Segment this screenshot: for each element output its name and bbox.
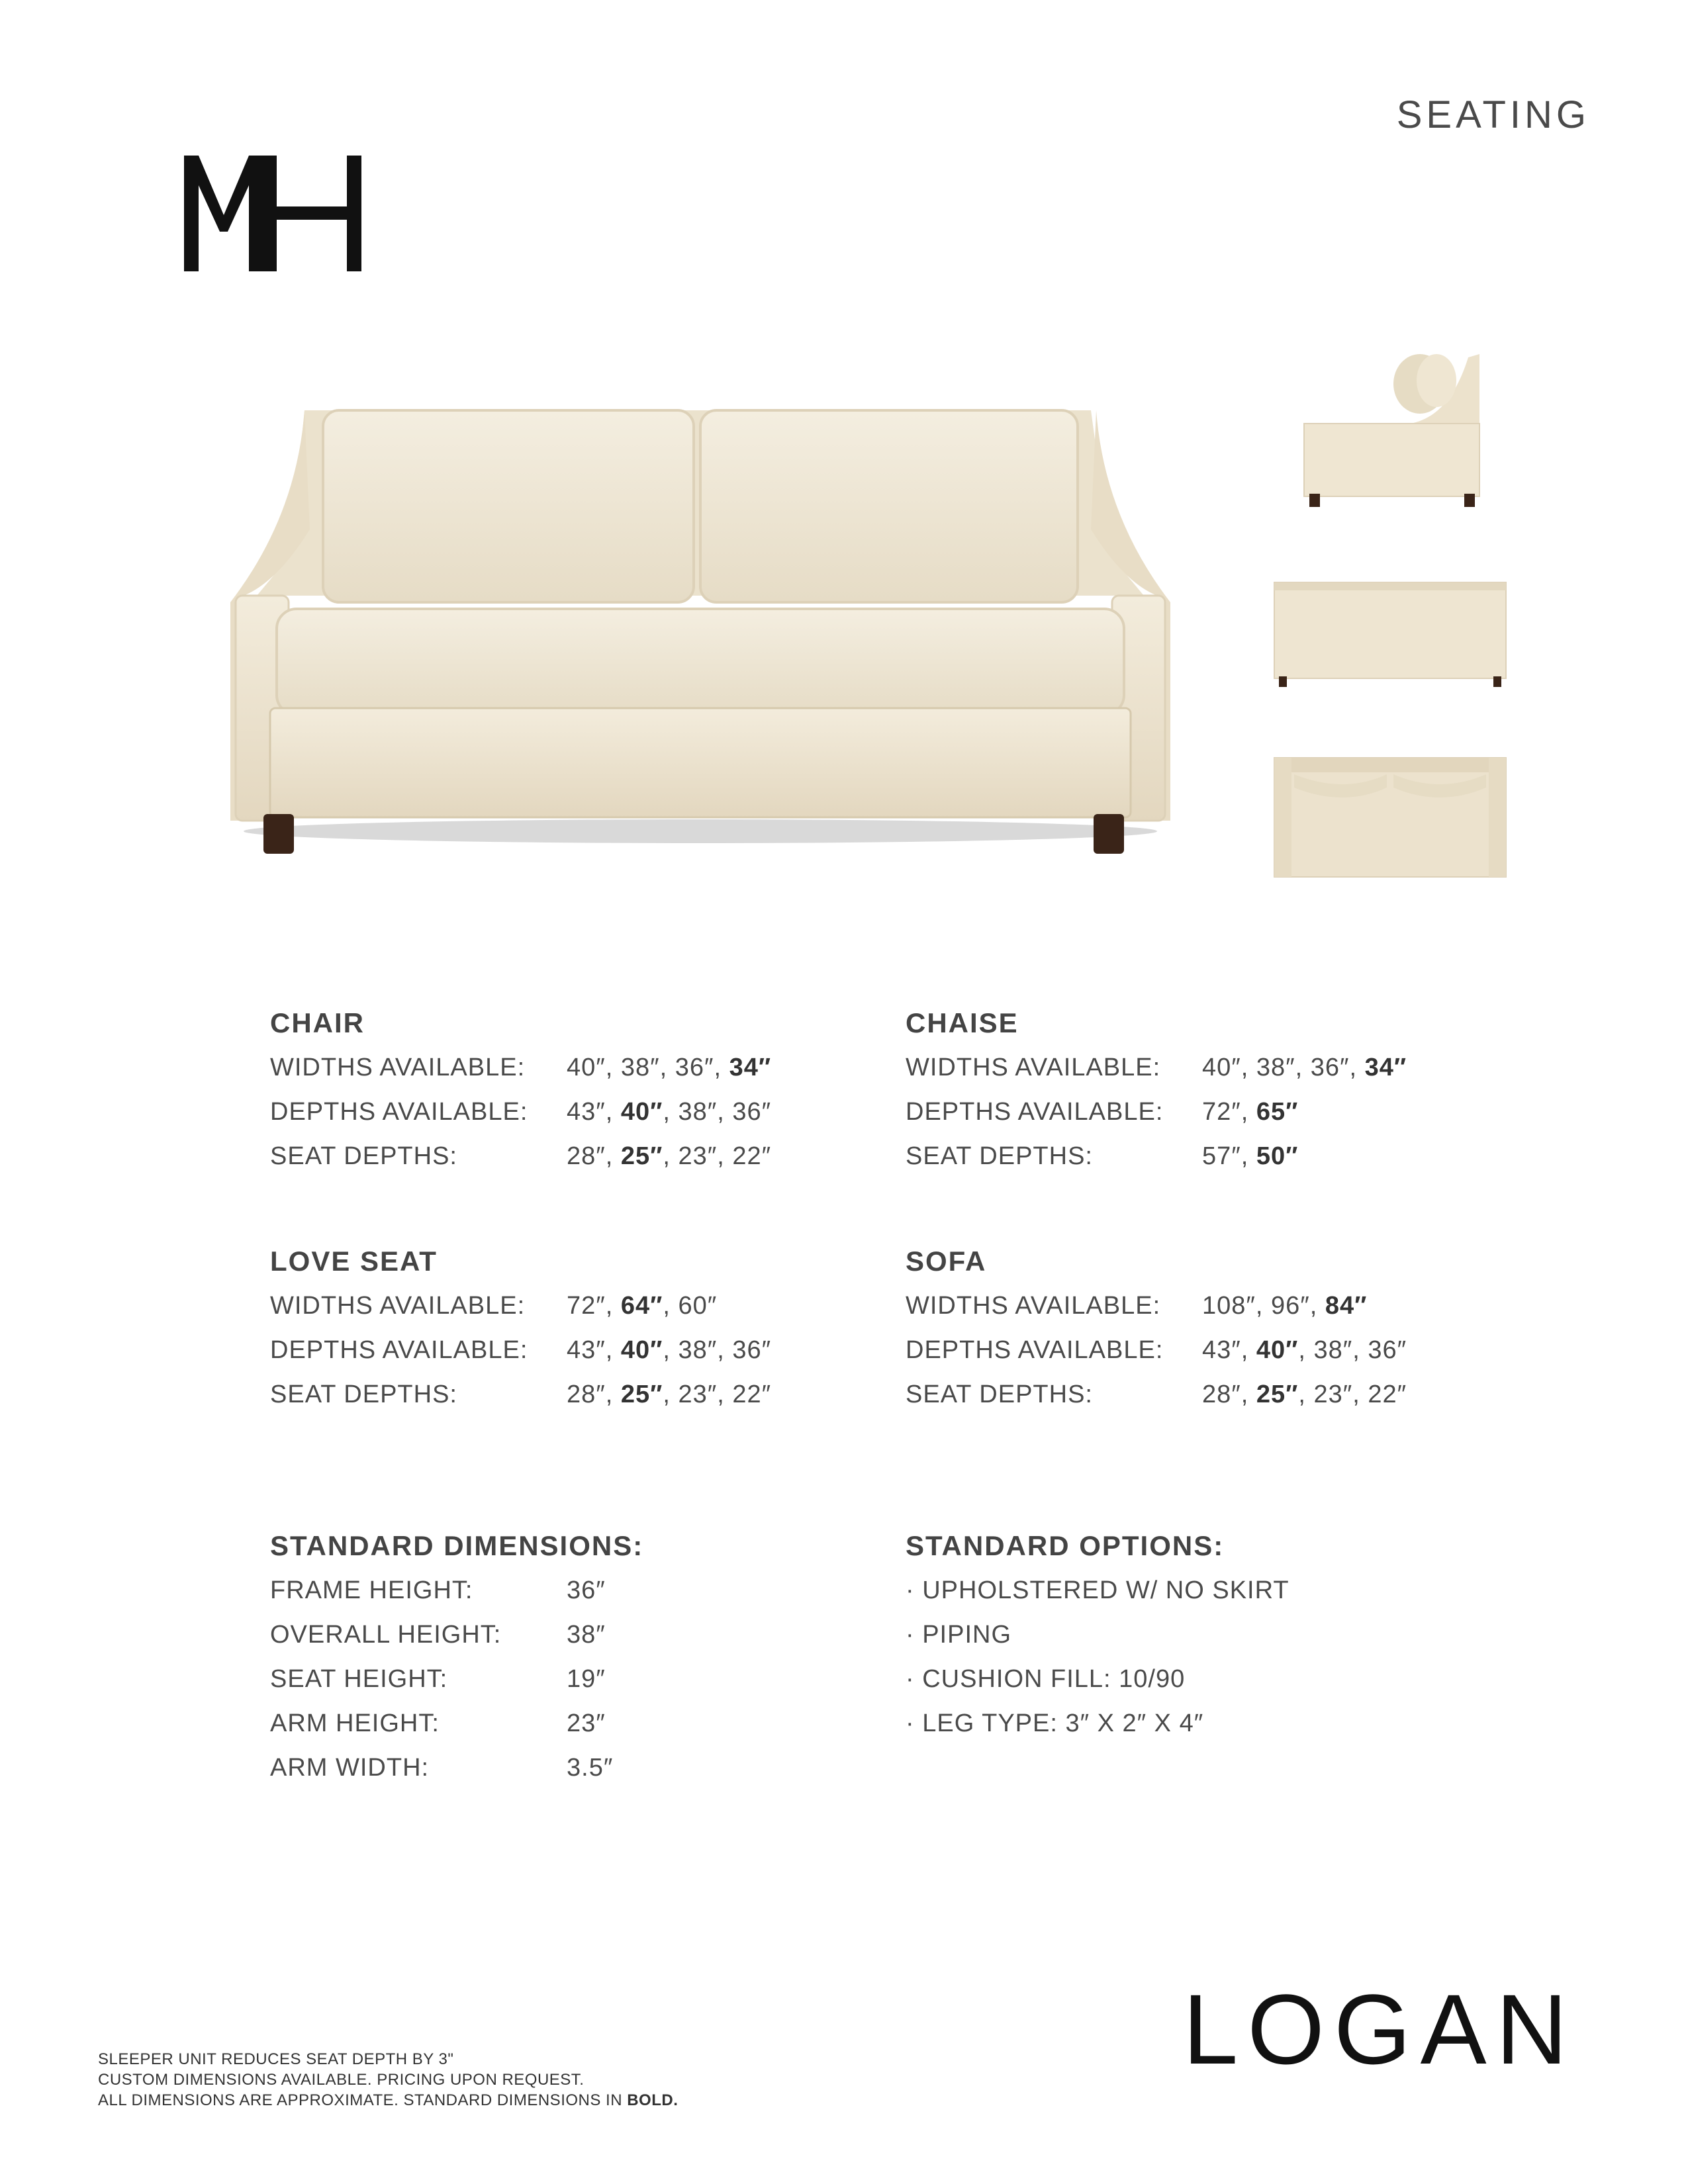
- spec-label: SEAT DEPTHS:: [270, 1142, 457, 1170]
- footnote-line: SLEEPER UNIT REDUCES SEAT DEPTH BY 3": [98, 2050, 454, 2068]
- dimension-label: OVERALL HEIGHT:: [270, 1621, 502, 1649]
- spec-label: DEPTHS AVAILABLE:: [270, 1098, 528, 1126]
- value: 38″: [678, 1098, 718, 1126]
- spec-values: 57″, 50″: [1202, 1142, 1299, 1170]
- value: 43″: [567, 1336, 606, 1364]
- spec-row: [270, 1336, 866, 1381]
- mh-monogram-icon: [184, 152, 363, 271]
- spec-label: SEAT DEPTHS:: [906, 1381, 1093, 1408]
- option-item: · PIPING: [906, 1621, 1012, 1649]
- section-title: STANDARD OPTIONS:: [906, 1530, 1225, 1561]
- value: 43″: [1202, 1336, 1241, 1364]
- sofa-front-image: [230, 397, 1170, 874]
- spec-values: 43″, 40″, 38″, 36″: [567, 1098, 772, 1126]
- standard-value: 25″: [620, 1381, 663, 1408]
- value: 96″: [1270, 1292, 1310, 1320]
- value: 23″: [678, 1142, 718, 1170]
- standard-value: 25″: [620, 1142, 663, 1170]
- brand-logo: [184, 152, 363, 271]
- standard-value: 34″: [729, 1054, 772, 1081]
- sofa-top-view-image: [1271, 748, 1509, 880]
- dimension-value: 19″: [567, 1665, 606, 1693]
- value: 40″: [567, 1054, 606, 1081]
- value: 22″: [732, 1381, 772, 1408]
- product-name: LOGAN: [1182, 1974, 1577, 2085]
- spec-label: SEAT DEPTHS:: [906, 1142, 1093, 1170]
- spec-row: [270, 1292, 866, 1336]
- value: 36″: [675, 1054, 714, 1081]
- dimension-value: 38″: [567, 1621, 606, 1649]
- spec-values: 43″, 40″, 38″, 36″: [567, 1336, 772, 1364]
- chaise-specs: [906, 1007, 1501, 1187]
- section-title: CHAISE: [906, 1007, 1019, 1038]
- spec-row: [906, 1142, 1501, 1187]
- spec-values: 28″, 25″, 23″, 22″: [567, 1142, 772, 1170]
- sofa-specs: [906, 1246, 1501, 1425]
- chair-specs: [270, 1007, 866, 1187]
- section-title: SOFA: [906, 1246, 987, 1277]
- sofa-side-view-image: [1297, 344, 1489, 516]
- value: 38″: [620, 1054, 660, 1081]
- dimension-row: [270, 1709, 866, 1754]
- sofa-leg-left: [263, 814, 294, 854]
- dimension-label: ARM WIDTH:: [270, 1754, 430, 1782]
- spec-label: DEPTHS AVAILABLE:: [906, 1098, 1164, 1126]
- value: 36″: [1368, 1336, 1407, 1364]
- sofa-back-view-image: [1271, 576, 1509, 688]
- dimension-label: FRAME HEIGHT:: [270, 1576, 473, 1604]
- footnote-text: ALL DIMENSIONS ARE APPROXIMATE. STANDARD DIMENSIONS IN: [98, 2091, 628, 2109]
- value: 23″: [1313, 1381, 1353, 1408]
- spec-row: [906, 1054, 1501, 1098]
- standard-dimensions: [270, 1530, 866, 1798]
- value: 36″: [732, 1098, 772, 1126]
- standard-value: 50″: [1256, 1142, 1299, 1170]
- footnotes: [98, 2049, 678, 2111]
- standard-value: 25″: [1256, 1381, 1299, 1408]
- value: 72″: [1202, 1098, 1241, 1126]
- spec-row: [270, 1142, 866, 1187]
- spec-row: [906, 1381, 1501, 1425]
- value: 43″: [567, 1098, 606, 1126]
- category-label: SEATING: [1396, 93, 1590, 136]
- value: 40″: [1202, 1054, 1241, 1081]
- value: 38″: [678, 1336, 718, 1364]
- spec-label: DEPTHS AVAILABLE:: [906, 1336, 1164, 1364]
- spec-values: 108″, 96″, 84″: [1202, 1292, 1368, 1320]
- value: 108″: [1202, 1292, 1256, 1320]
- footnote-line: CUSTOM DIMENSIONS AVAILABLE. PRICING UPON REQUEST.: [98, 2071, 585, 2089]
- section-title: STANDARD DIMENSIONS:: [270, 1530, 644, 1561]
- spec-label: DEPTHS AVAILABLE:: [270, 1336, 528, 1364]
- spec-values: 43″, 40″, 38″, 36″: [1202, 1336, 1407, 1364]
- standard-value: 65″: [1256, 1098, 1299, 1126]
- spec-row: [270, 1381, 866, 1425]
- spec-row: [906, 1098, 1501, 1142]
- dimension-row: [270, 1576, 866, 1621]
- value: 28″: [567, 1381, 606, 1408]
- dimension-value: 36″: [567, 1576, 606, 1604]
- standard-value: 40″: [620, 1098, 663, 1126]
- spec-values: 40″, 38″, 36″, 34″: [1202, 1054, 1407, 1081]
- spec-row: [906, 1336, 1501, 1381]
- spec-label: WIDTHS AVAILABLE:: [906, 1292, 1161, 1320]
- standard-options: [906, 1530, 1501, 1754]
- sofa-leg-right: [1094, 814, 1124, 854]
- value: 23″: [678, 1381, 718, 1408]
- spec-label: WIDTHS AVAILABLE:: [906, 1054, 1161, 1081]
- option-item: · LEG TYPE: 3″ X 2″ X 4″: [906, 1709, 1204, 1737]
- spec-label: WIDTHS AVAILABLE:: [270, 1292, 526, 1320]
- dimension-value: 3.5″: [567, 1754, 614, 1782]
- spec-label: SEAT DEPTHS:: [270, 1381, 457, 1408]
- dimension-label: ARM HEIGHT:: [270, 1709, 440, 1737]
- standard-value: 40″: [1256, 1336, 1299, 1364]
- spec-label: WIDTHS AVAILABLE:: [270, 1054, 526, 1081]
- option-item: · UPHOLSTERED W/ NO SKIRT: [906, 1576, 1289, 1604]
- value: 28″: [567, 1142, 606, 1170]
- value: 57″: [1202, 1142, 1241, 1170]
- section-title: CHAIR: [270, 1007, 365, 1038]
- standard-value: 34″: [1364, 1054, 1407, 1081]
- standard-value: 84″: [1325, 1292, 1368, 1320]
- section-title: LOVE SEAT: [270, 1246, 438, 1277]
- value: 38″: [1256, 1054, 1295, 1081]
- spec-row: [270, 1054, 866, 1098]
- love-seat-specs: [270, 1246, 866, 1425]
- option-item: · CUSHION FILL: 10/90: [906, 1665, 1186, 1693]
- spec-values: 72″, 65″: [1202, 1098, 1299, 1126]
- dimension-row: [270, 1754, 866, 1798]
- value: 22″: [1368, 1381, 1407, 1408]
- value: 60″: [678, 1292, 718, 1320]
- spec-values: 28″, 25″, 23″, 22″: [567, 1381, 772, 1408]
- value: 36″: [732, 1336, 772, 1364]
- dimension-row: [270, 1621, 866, 1665]
- footnote-bold: BOLD.: [627, 2091, 679, 2109]
- dimension-row: [270, 1665, 866, 1709]
- value: 72″: [567, 1292, 606, 1320]
- value: 22″: [732, 1142, 772, 1170]
- spec-values: 40″, 38″, 36″, 34″: [567, 1054, 772, 1081]
- value: 28″: [1202, 1381, 1241, 1408]
- dimension-value: 23″: [567, 1709, 606, 1737]
- spec-values: 28″, 25″, 23″, 22″: [1202, 1381, 1407, 1408]
- value: 38″: [1313, 1336, 1353, 1364]
- spec-values: 72″, 64″, 60″: [567, 1292, 718, 1320]
- dimension-label: SEAT HEIGHT:: [270, 1665, 448, 1693]
- value: 36″: [1310, 1054, 1350, 1081]
- spec-row: [906, 1292, 1501, 1336]
- standard-value: 40″: [620, 1336, 663, 1364]
- standard-value: 64″: [620, 1292, 663, 1320]
- footnote-line: [98, 2090, 678, 2111]
- spec-row: [270, 1098, 866, 1142]
